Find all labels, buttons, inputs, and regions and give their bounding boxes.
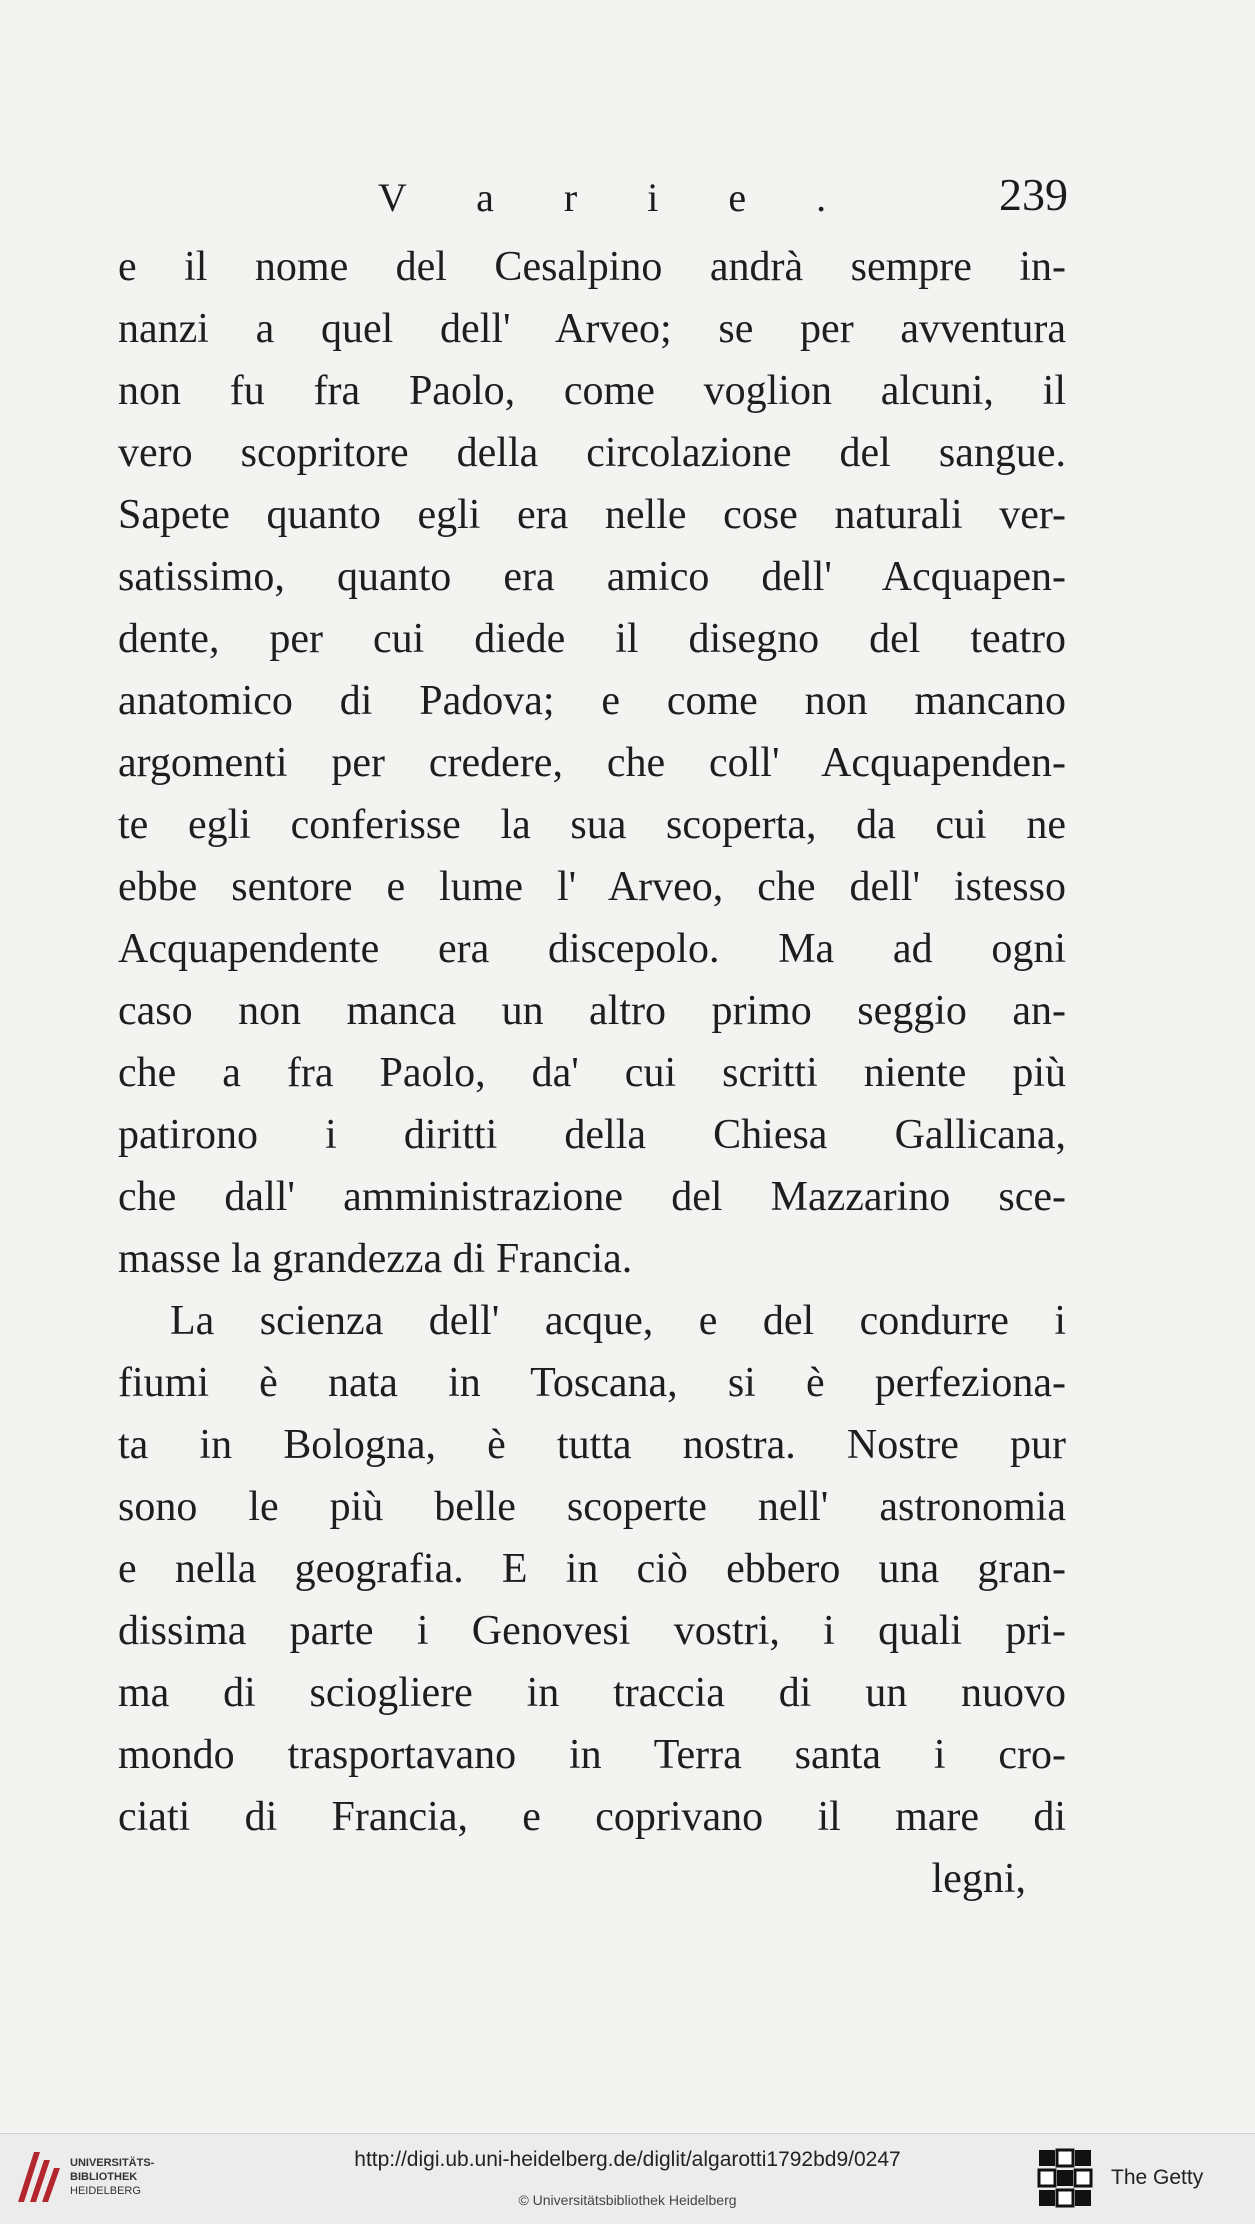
page-number: 239 xyxy=(999,169,1068,220)
text-line: ebbe sentore e lume l' Arveo, che dell' istesso xyxy=(118,864,1066,910)
text-line: te egli conferisse la sua scoperta, da cui ne xyxy=(118,802,1066,848)
text-line: dente, per cui diede il disegno del teatro xyxy=(118,616,1066,662)
text-line: che dall' amministrazione del Mazzarino sce- xyxy=(118,1174,1066,1220)
text-line: sono le più belle scoperte nell' astronomia xyxy=(118,1484,1066,1530)
running-title: V a r i e . xyxy=(378,175,857,220)
library-name-line: UNIVERSITÄTS- xyxy=(70,2157,155,2169)
partner-name: The Getty xyxy=(1111,2166,1204,2189)
catchword: legni, xyxy=(931,1856,1026,1902)
text-line: Acquapendente era discepolo. Ma ad ogni xyxy=(118,926,1066,972)
viewer-footer xyxy=(0,2133,1255,2224)
text-line: patirono i diritti della Chiesa Gallicana, xyxy=(118,1112,1066,1158)
text-line: e il nome del Cesalpino andrà sempre in- xyxy=(118,244,1066,290)
text-line: vero scopritore della circolazione del sangue. xyxy=(118,430,1066,476)
getty-logo[interactable] xyxy=(1037,2148,1237,2208)
text-line: ma di sciogliere in traccia di un nuovo xyxy=(118,1670,1066,1716)
text-line: argomenti per credere, che coll' Acquapenden- xyxy=(118,740,1066,786)
text-line: fiumi è nata in Toscana, si è perfeziona- xyxy=(118,1360,1066,1406)
text-line: dissima parte i Genovesi vostri, i quali pri- xyxy=(118,1608,1066,1654)
text-line: mondo trasportavano in Terra santa i cro- xyxy=(118,1732,1066,1778)
text-line: nanzi a quel dell' Arveo; se per avventura xyxy=(118,306,1066,352)
library-name-line: BIBLIOTHEK xyxy=(70,2171,138,2183)
text-line: e nella geografia. E in ciò ebbero una gran- xyxy=(118,1546,1066,1592)
library-name-line: HEIDELBERG xyxy=(70,2185,141,2197)
text-line: anatomico di Padova; e come non mancano xyxy=(118,678,1066,724)
text-line: ciati di Francia, e coprivano il mare di xyxy=(118,1794,1066,1840)
text-line: che a fra Paolo, da' cui scritti niente più xyxy=(118,1050,1066,1096)
body-text xyxy=(118,236,1066,1910)
text-line: non fu fra Paolo, come voglion alcuni, il xyxy=(118,368,1066,414)
text-line: Sapete quanto egli era nelle cose naturali ver- xyxy=(118,492,1066,538)
copyright-notice: © Universitätsbibliothek Heidelberg xyxy=(518,2192,737,2208)
text-line: ta in Bologna, è tutta nostra. Nostre pur xyxy=(118,1422,1066,1468)
text-line: caso non manca un altro primo seggio an- xyxy=(118,988,1066,1034)
getty-mark-icon xyxy=(1037,2148,1095,2208)
permalink-url[interactable]: http://digi.ub.uni-heidelberg.de/diglit/algarotti1792bd9/0247 xyxy=(354,2148,901,2171)
running-head xyxy=(118,168,1068,228)
text-line: masse la grandezza di Francia. xyxy=(118,1236,633,1282)
paragraph-start-line: La scienza dell' acque, e del condurre i xyxy=(170,1298,1066,1344)
text-line: satissimo, quanto era amico dell' Acquapen- xyxy=(118,554,1066,600)
